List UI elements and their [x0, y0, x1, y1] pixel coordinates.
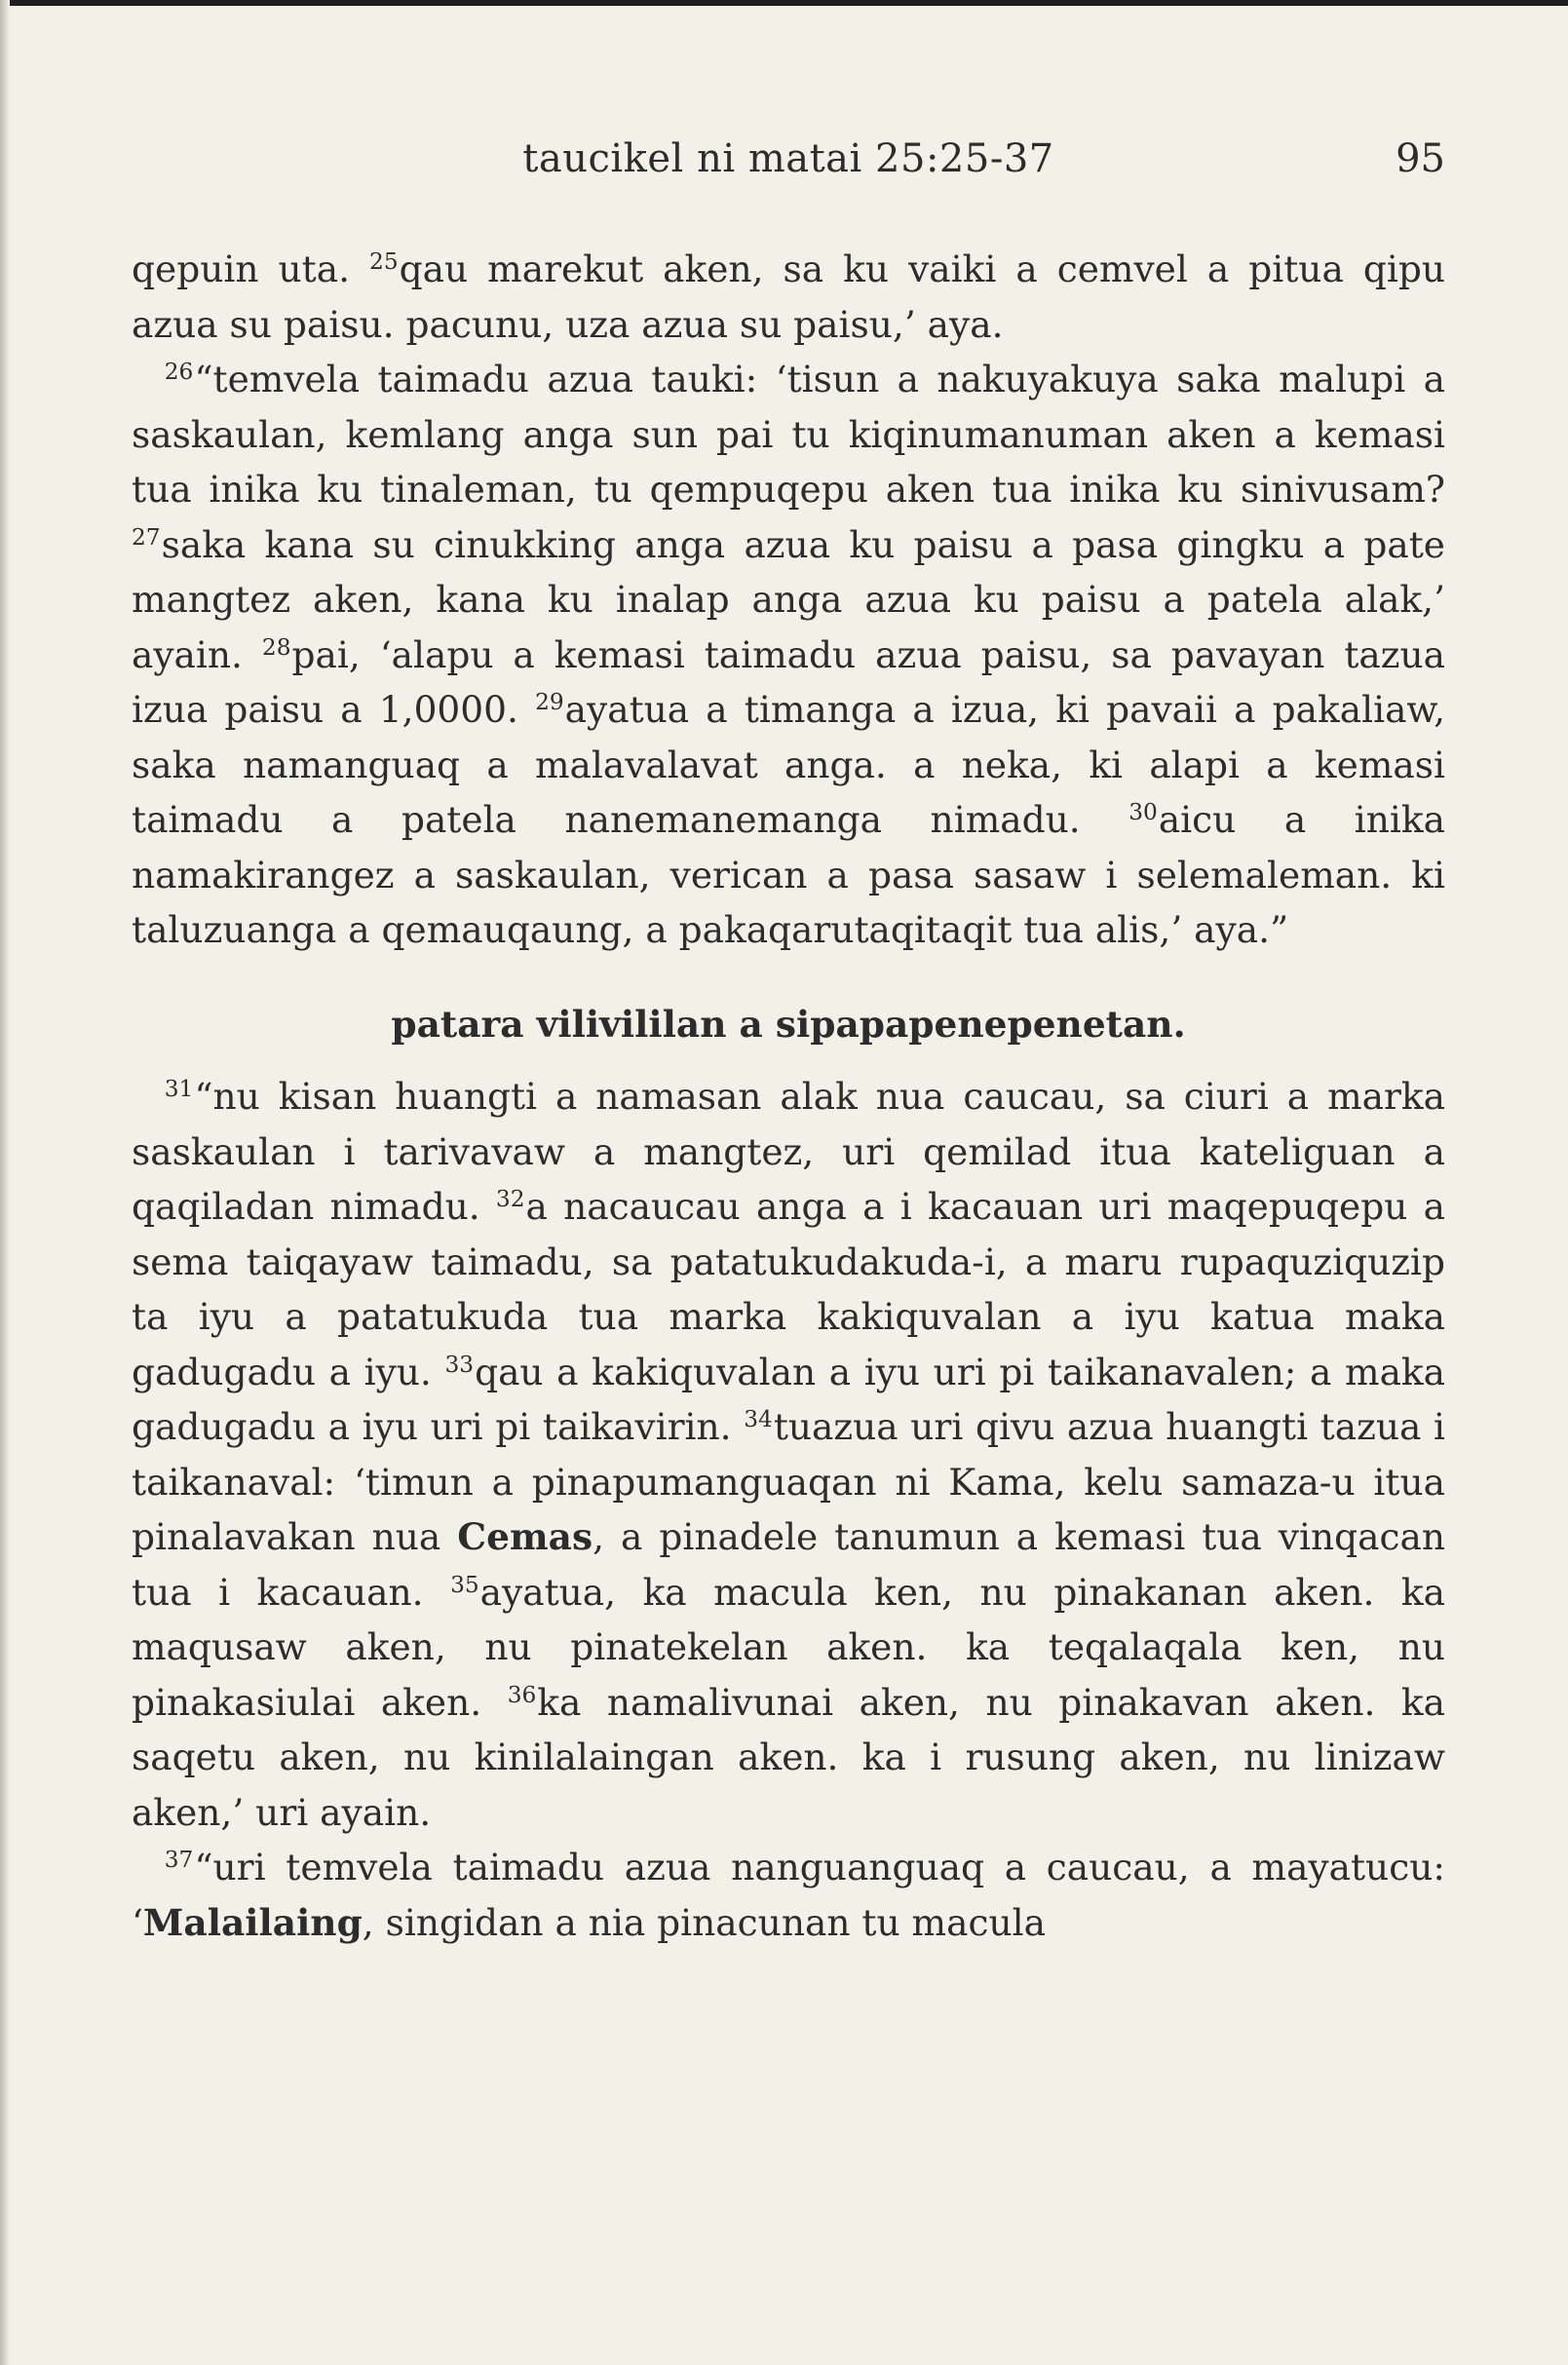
verse-number-32: 32 [495, 1186, 525, 1213]
page-binding-shadow [0, 0, 10, 2365]
text-run: , singidan a nia pinacunan tu macula [362, 1900, 1046, 1944]
verse-number-37: 37 [164, 1847, 194, 1874]
main-text [132, 242, 1445, 1950]
text-run: aicu a inika namakirangez a saskaulan, verican a pasa sasaw i selemaleman. ki taluzuanga a qemauqaung, a pakaqarutaqitaqit tua alis,’ aya.” [132, 798, 1445, 951]
text-run: ayatua, ka macula ken, nu pinakanan aken. ka maqusaw aken, nu pinatekelan aken. ka teqalaqala ken, nu pinakasiulai aken. [132, 1570, 1445, 1724]
paragraph-2 [132, 352, 1445, 958]
page-top-edge [0, 0, 1568, 6]
paragraph-1 [132, 242, 1445, 352]
page-number: 95 [1396, 136, 1445, 181]
verse-number-33: 33 [444, 1351, 475, 1378]
text-run: qau a kakiquvalan a iyu uri pi taikanavalen; a maka gadugadu a iyu uri pi taikavirin. [132, 1350, 1446, 1448]
text-run: saka kana su cinukking anga azua ku paisu a pasa gingku a pate mangtez aken, kana ku inalap anga azua ku paisu a patela alak,’ ayain. [132, 522, 1445, 676]
page-header [132, 136, 1445, 195]
text-run: “temvela taimadu azua tauki: ‘tisun a nakuyakuya saka malupi a saskaulan, kemlang anga sun pai tu kiqinumanuman aken a kemasi tua inika ku tinaleman, tu qempuqepu aken tua inika ku sinivusam? [132, 358, 1445, 511]
verse-number-30: 30 [1128, 799, 1158, 826]
text-run: ka namalivunai aken, nu pinakavan aken. ka saqetu aken, nu kinilalaingan aken. ka i rusung aken, nu linizaw aken,’ uri ayain. [132, 1680, 1445, 1834]
text-run: “nu kisan huangti a namasan alak nua caucau, sa ciuri a marka saskaulan i tarivavaw a mangtez, uri qemilad itua kateliguan a qaqiladan nimadu. [132, 1075, 1445, 1228]
verse-number-29: 29 [535, 689, 564, 716]
bold-term: Cemas [457, 1515, 593, 1558]
text-run: tuazua uri qivu azua huangti tazua i taikanaval: ‘timun a pinapumanguaqan ni Kama, kelu samaza-u itua pinalavakan nua [132, 1405, 1445, 1558]
verse-number-28: 28 [261, 633, 291, 661]
text-run: qau marekut aken, sa ku vaiki a cemvel a pitua qipu azua su paisu. pacunu, uza azua su paisu,’ aya. [132, 248, 1445, 346]
paragraph-3 [132, 1069, 1445, 1840]
verse-number-36: 36 [507, 1681, 537, 1708]
text-run: “uri temvela taimadu azua nanguanguaq a caucau, a mayatucu: ‘ [132, 1846, 1445, 1944]
text-run: qepuin uta. [132, 248, 370, 290]
text-run: ayatua a timanga a izua, ki pavaii a pakaliaw, saka namanguaq a malavalavat anga. a neka, ki alapi a kemasi taimadu a patela nanemanemanga nimadu. [132, 688, 1445, 841]
section-heading: patara vilivililan a sipapapenepenetan. [391, 1002, 1186, 1046]
bold-term: Malailaing [142, 1900, 363, 1944]
verse-number-25: 25 [369, 248, 399, 276]
text-run: pai, ‘alapu a kemasi taimadu azua paisu, sa pavayan tazua izua paisu a 1,0000. [132, 632, 1446, 731]
verse-number-34: 34 [744, 1406, 773, 1433]
verse-number-26: 26 [164, 359, 194, 386]
verse-number-35: 35 [450, 1571, 479, 1598]
text-run: a nacaucau anga a i kacauan uri maqepuqepu a sema taiqayaw taimadu, sa patatukudakuda-i, a maru rupaquziquzip ta iyu a patatukuda tua marka kakiquvalan a iyu katua maka gadugadu a iyu. [132, 1185, 1445, 1393]
running-head: taucikel ni matai 25:25-37 [522, 136, 1054, 181]
verse-number-27: 27 [132, 523, 161, 551]
verse-number-31: 31 [164, 1076, 194, 1103]
paragraph-4 [132, 1840, 1445, 1950]
text-run: , a pinadele tanumun a kemasi tua vinqacan tua i kacauan. [132, 1515, 1445, 1614]
